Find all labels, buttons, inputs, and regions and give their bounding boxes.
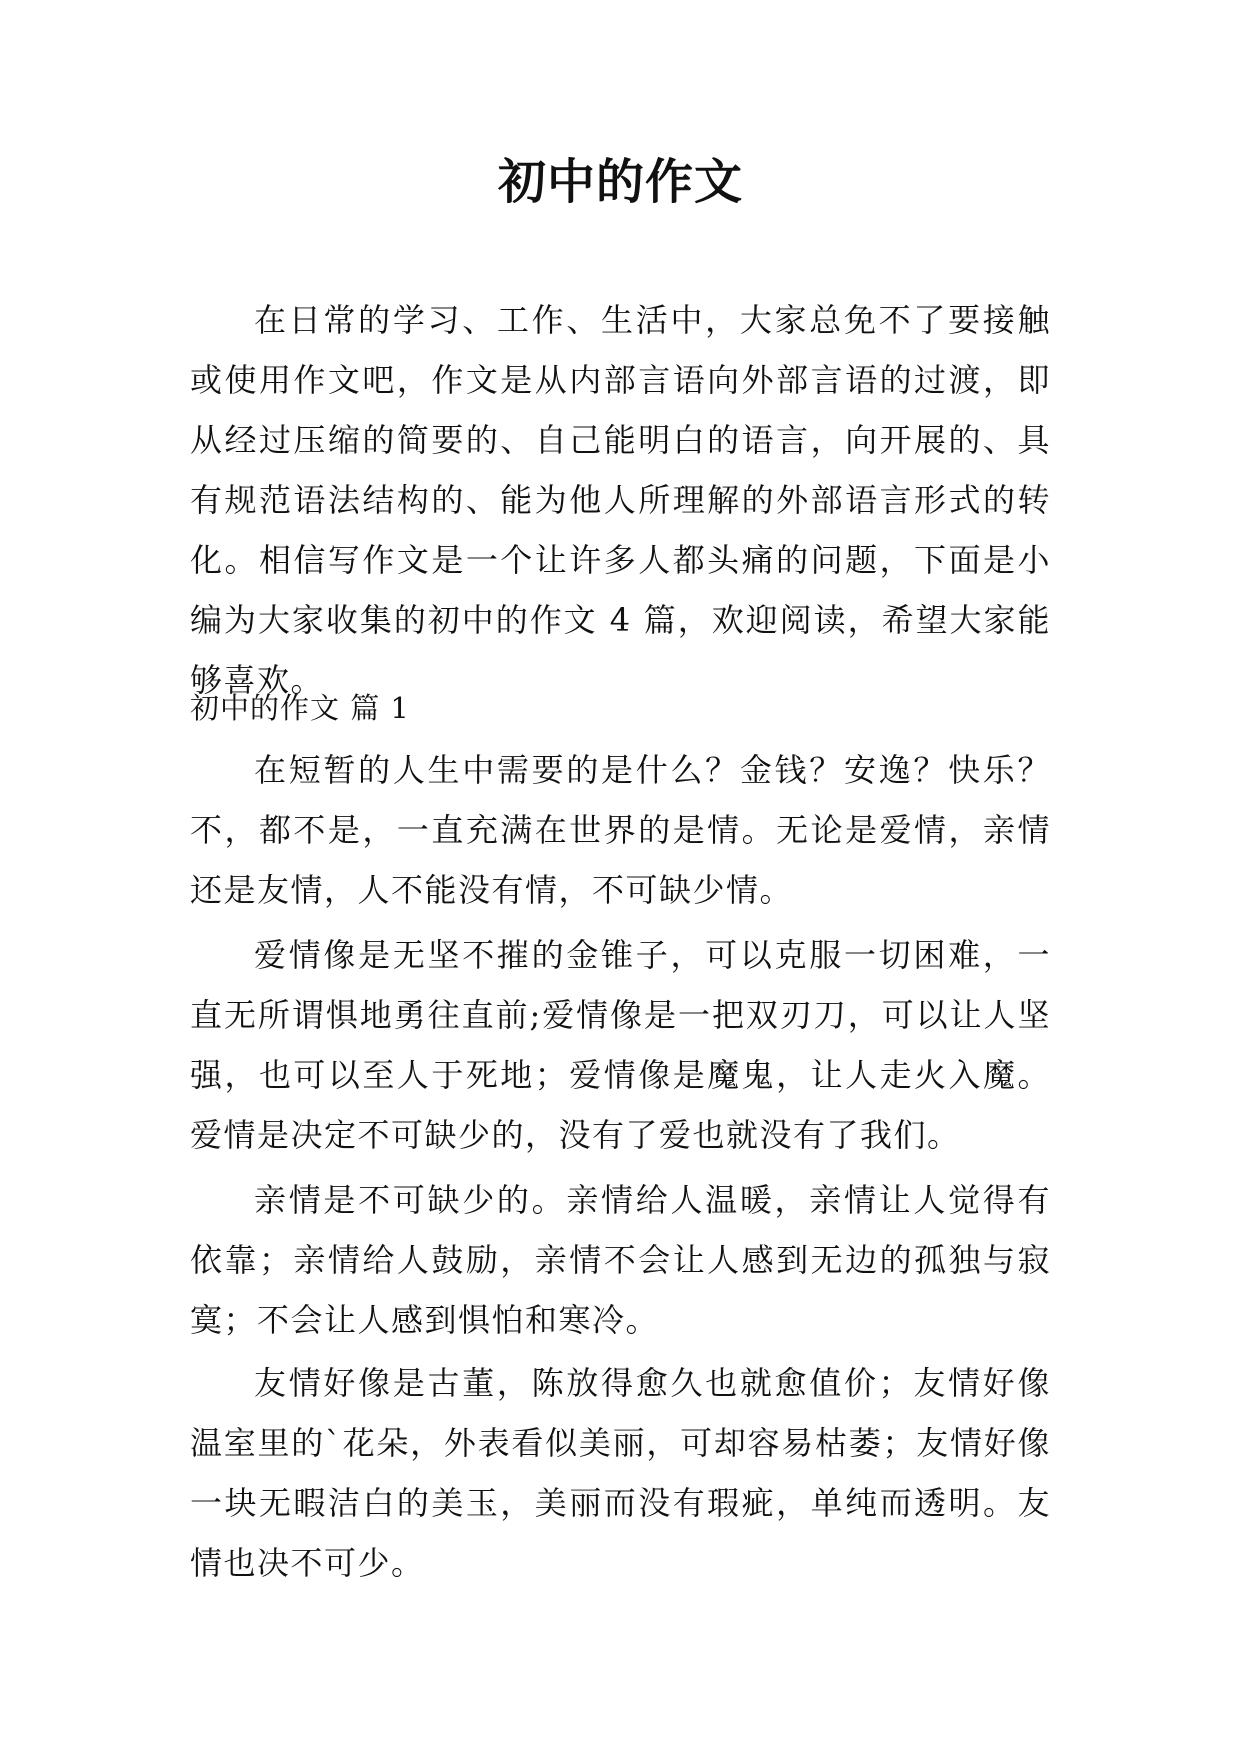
essay-paragraph-4: 友情好像是古董，陈放得愈久也就愈值价；友情好像温室里的`花朵，外表看似美丽，可却容易枯萎；友情好像一块无暇洁白的美玉，美丽而没有瑕疵，单纯而透明。友情也决不可少。 — [190, 1364, 1051, 1582]
document-title: 初中的作文 — [497, 154, 743, 210]
essay-paragraph-2: 爱情像是无坚不摧的金锥子，可以克服一切困难，一直无所谓惧地勇往直前;爱情像是一把双刃刀，可以让人坚强，也可以至人于死地；爱情像是魔鬼，让人走火入魔。爱情是决定不可缺少的，没有了爱也就没有了我们。 — [190, 936, 1051, 1154]
intro-paragraph: 在日常的学习、工作、生活中，大家总免不了要接触或使用作文吧，作文是从内部言语向外部言语的过渡，即从经过压缩的简要的、自己能明白的语言，向开展的、具有规范语法结构的、能为他人所理解的外部语言形式的转化。相信写作文是一个让许多人都头痛的问题，下面是小编为大家收集的初中的作文 4 篇，欢迎阅读，希望大家能够喜欢。 — [190, 301, 1051, 699]
essay-paragraph-3: 亲情是不可缺少的。亲情给人温暖，亲情让人觉得有依靠；亲情给人鼓励，亲情不会让人感到无边的孤独与寂寞；不会让人感到惧怕和寒冷。 — [190, 1181, 1051, 1339]
essay-paragraph-1: 在短暂的人生中需要的是什么？金钱？安逸？快乐？不，都不是，一直充满在世界的是情。无论是爱情，亲情还是友情，人不能没有情，不可缺少情。 — [190, 751, 1051, 909]
section-heading: 初中的作文 篇 1 — [190, 691, 410, 725]
